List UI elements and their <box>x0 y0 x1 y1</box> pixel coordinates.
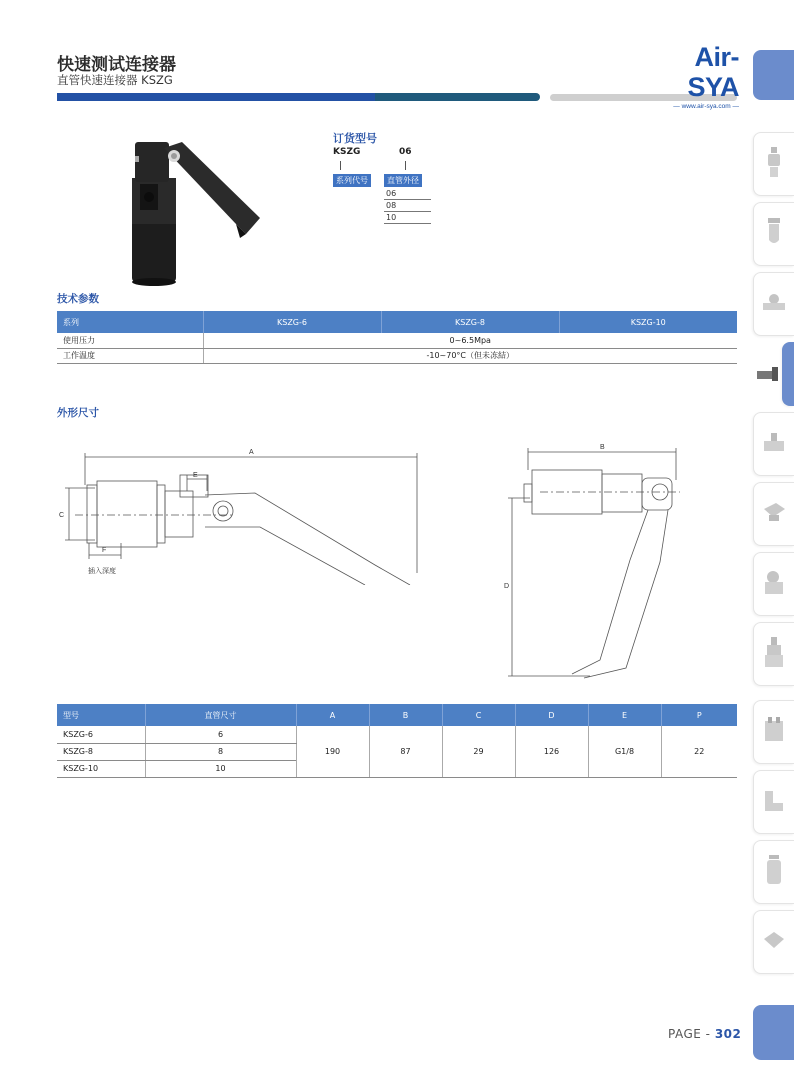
tab-top-block <box>753 50 794 100</box>
elbow-fitting-icon <box>761 785 787 820</box>
param-label: 工作温度 <box>57 348 203 363</box>
tab-filter[interactable] <box>753 202 794 266</box>
dim-a-cell: 190 <box>296 726 369 777</box>
model-cell: KSZG-10 <box>57 760 145 777</box>
size-code: 06 <box>399 147 412 157</box>
filter-regulator-icon <box>764 145 784 184</box>
table-row <box>57 348 737 363</box>
series-label-tag: 系列代号 <box>333 174 371 187</box>
dimensions-table <box>57 704 737 778</box>
page-title: 快速测试连接器 <box>57 55 176 75</box>
brand-logo <box>645 42 739 110</box>
tab-valve-block[interactable] <box>753 552 794 616</box>
tech-params-table <box>57 311 737 364</box>
header-bar-blue <box>57 93 375 101</box>
tab-filter-regulator[interactable] <box>753 132 794 196</box>
series-connector-line <box>340 161 341 170</box>
tube-size-cell: 8 <box>145 743 296 760</box>
accessory-icon <box>761 927 787 958</box>
table-header-cell: B <box>369 704 442 726</box>
model-cell: KSZG-8 <box>57 743 145 760</box>
filter-icon <box>764 215 784 254</box>
tab-silencer[interactable] <box>753 840 794 904</box>
dim-label-d: D <box>504 583 510 590</box>
dim-c-cell: 29 <box>442 726 515 777</box>
product-image <box>120 138 270 293</box>
logo-url: — www.air-sya.com — <box>673 103 739 110</box>
quick-connector-icon <box>756 363 780 392</box>
table-header-cell: KSZG-6 <box>203 311 381 333</box>
tab-quick-connector[interactable] <box>782 342 794 406</box>
tube-size-cell: 6 <box>145 726 296 743</box>
table-header-cell: P <box>661 704 737 726</box>
size-option: 10 <box>384 213 431 224</box>
tab-elbow-fitting[interactable] <box>753 770 794 834</box>
table-header-cell: D <box>515 704 588 726</box>
dim-b-cell: 87 <box>369 726 442 777</box>
table-header-cell: 系列 <box>57 311 203 333</box>
table-header-cell: A <box>296 704 369 726</box>
tab-valve[interactable] <box>753 272 794 336</box>
dim-label-b: B <box>600 444 605 451</box>
table-header-cell: E <box>588 704 661 726</box>
tab-accessory[interactable] <box>753 910 794 974</box>
tech-params-title: 技术参数 <box>57 293 99 305</box>
table-header-cell: C <box>442 704 515 726</box>
dim-e-cell: G1/8 <box>588 726 661 777</box>
dim-label-f: F <box>102 547 107 554</box>
table-header-cell: 直管尺寸 <box>145 704 296 726</box>
silencer-icon <box>763 853 785 892</box>
table-row <box>57 726 737 743</box>
dim-label-a: A <box>249 449 254 456</box>
valve-block-icon <box>761 567 787 602</box>
page-subtitle: 直管快速连接器 KSZG <box>57 73 173 87</box>
page-number <box>668 1027 741 1041</box>
order-code-title: 订货型号 <box>333 132 377 145</box>
model-cell: KSZG-6 <box>57 726 145 743</box>
param-value: 0~6.5Mpa <box>203 333 737 348</box>
table-header-row <box>57 311 737 333</box>
order-code-block <box>333 130 419 222</box>
size-option: 08 <box>384 201 431 212</box>
dim-p-cell: 22 <box>661 726 737 777</box>
tab-fitting[interactable] <box>753 412 794 476</box>
valve-icon <box>761 289 787 320</box>
size-connector-line <box>405 161 406 170</box>
param-value: -10~70°C（但未冻結） <box>203 348 737 363</box>
header-bar-teal <box>375 93 540 101</box>
dim-label-e: E <box>193 472 198 479</box>
page-label: PAGE - <box>668 1027 715 1041</box>
size-label-tag: 直管外径 <box>384 174 422 187</box>
logo-text: Air-SYA <box>687 42 739 102</box>
tab-pneumatic-block[interactable] <box>753 700 794 764</box>
front-view-drawing <box>500 440 700 685</box>
fitting-icon <box>761 429 787 460</box>
table-row <box>57 333 737 348</box>
solenoid-icon <box>761 499 787 530</box>
manifold-icon <box>762 635 786 674</box>
dimensions-title: 外形尺寸 <box>57 407 99 419</box>
table-header-cell: 型号 <box>57 704 145 726</box>
tab-manifold[interactable] <box>753 622 794 686</box>
dim-label-c: C <box>59 512 65 519</box>
table-header-row <box>57 704 737 726</box>
tab-bottom-block <box>753 1005 794 1060</box>
side-view-drawing <box>55 445 425 585</box>
param-label: 使用压力 <box>57 333 203 348</box>
table-header-cell: KSZG-10 <box>559 311 737 333</box>
pneumatic-block-icon <box>761 715 787 750</box>
size-option: 06 <box>384 189 431 200</box>
dim-d-cell: 126 <box>515 726 588 777</box>
insert-depth-label: 插入深度 <box>88 568 116 575</box>
table-header-cell: KSZG-8 <box>381 311 559 333</box>
tab-solenoid[interactable] <box>753 482 794 546</box>
page-number-value: 302 <box>714 1027 742 1041</box>
series-code: KSZG <box>333 147 361 157</box>
tube-size-cell: 10 <box>145 760 296 777</box>
